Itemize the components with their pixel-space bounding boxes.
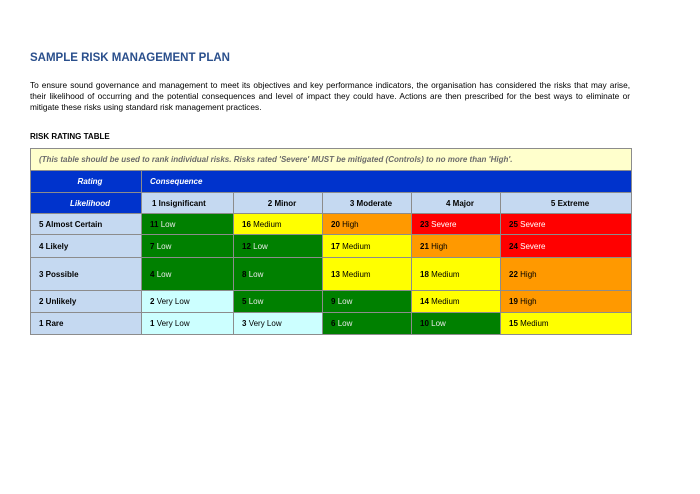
- risk-cell: 13 Medium: [323, 258, 412, 291]
- page-title: SAMPLE RISK MANAGEMENT PLAN: [30, 52, 230, 64]
- likelihood-header: Likelihood: [31, 193, 142, 214]
- likelihood-label: 5 Almost Certain: [31, 214, 142, 235]
- consequence-5: 5 Extreme: [501, 193, 632, 214]
- risk-cell: 20 High: [323, 214, 412, 235]
- risk-cell: 5 Low: [234, 291, 323, 313]
- consequence-header: Consequence: [142, 171, 632, 193]
- risk-cell: 12 Low: [234, 235, 323, 258]
- risk-cell: 15 Medium: [501, 313, 632, 335]
- rating-header: Rating: [31, 171, 142, 193]
- risk-cell: 18 Medium: [412, 258, 501, 291]
- table-row: [31, 313, 632, 335]
- likelihood-label: 3 Possible: [31, 258, 142, 291]
- table-row: [31, 235, 632, 258]
- note-row: [31, 149, 632, 171]
- consequence-2: 2 Minor: [234, 193, 323, 214]
- risk-cell: 24 Severe: [501, 235, 632, 258]
- risk-cell: 8 Low: [234, 258, 323, 291]
- risk-cell: 17 Medium: [323, 235, 412, 258]
- table-row: [31, 291, 632, 313]
- risk-cell: 19 High: [501, 291, 632, 313]
- table-row: [31, 258, 632, 291]
- consequence-4: 4 Major: [412, 193, 501, 214]
- consequence-1: 1 Insignificant: [142, 193, 234, 214]
- table-row: [31, 214, 632, 235]
- likelihood-label: 4 Likely: [31, 235, 142, 258]
- consequence-row: [31, 193, 632, 214]
- risk-cell: 23 Severe: [412, 214, 501, 235]
- likelihood-label: 2 Unlikely: [31, 291, 142, 313]
- risk-cell: 9 Low: [323, 291, 412, 313]
- risk-cell: 25 Severe: [501, 214, 632, 235]
- consequence-3: 3 Moderate: [323, 193, 412, 214]
- risk-cell: 10 Low: [412, 313, 501, 335]
- risk-cell: 4 Low: [142, 258, 234, 291]
- risk-cell: 2 Very Low: [142, 291, 234, 313]
- risk-cell: 6 Low: [323, 313, 412, 335]
- risk-cell: 7 Low: [142, 235, 234, 258]
- rating-row: [31, 171, 632, 193]
- risk-cell: 22 High: [501, 258, 632, 291]
- risk-cell: 14 Medium: [412, 291, 501, 313]
- likelihood-label: 1 Rare: [31, 313, 142, 335]
- table-note: (This table should be used to rank individual risks. Risks rated 'Severe' MUST be mitigated (Controls) to no more than 'High'.: [31, 149, 632, 171]
- section-heading: RISK RATING TABLE: [30, 132, 110, 141]
- risk-cell: 11 Low: [142, 214, 234, 235]
- risk-cell: 3 Very Low: [234, 313, 323, 335]
- risk-rating-table: [30, 148, 632, 335]
- risk-cell: 16 Medium: [234, 214, 323, 235]
- intro-paragraph: To ensure sound governance and management to meet its objectives and key performance indicators, the organisation has considered the risks that may arise, their likelihood of occurring and the potential consequences and level of impact they could have. Actions are then prescribed for the best ways to eliminate or mitigate these risks using standard risk management practices.: [30, 80, 630, 112]
- risk-cell: 1 Very Low: [142, 313, 234, 335]
- risk-cell: 21 High: [412, 235, 501, 258]
